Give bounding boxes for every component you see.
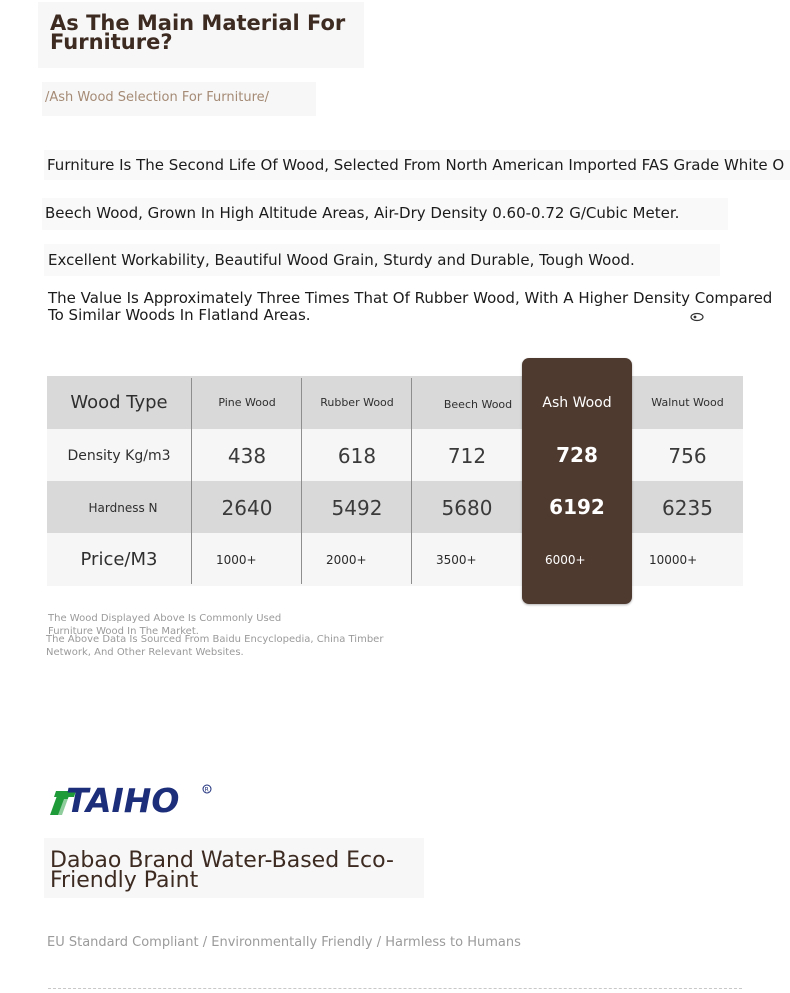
row-label-density: Density Kg/m3: [67, 447, 171, 464]
density-value: 438: [227, 443, 267, 468]
taiho-logo: [46, 781, 216, 819]
price-value: 10000+: [649, 552, 698, 567]
brand-heading: Dabao Brand Water-Based Eco-Friendly Paint: [50, 848, 394, 893]
column-header: Pine Wood: [218, 396, 276, 409]
column-divider: [191, 378, 192, 584]
paragraph-4: The Value Is Approximately Three Times That Of Rubber Wood, With A Higher Density Compared To Similar Woods In Flatland Areas.: [48, 289, 773, 324]
hardness-value: 5680: [441, 495, 493, 520]
paragraph-2: Beech Wood, Grown In High Altitude Areas, Air-Dry Density 0.60-0.72 G/Cubic Meter.: [45, 204, 680, 222]
ash-density-value: 728: [556, 443, 598, 467]
density-value: 756: [668, 443, 707, 468]
row-label-price: Price/M3: [80, 549, 158, 570]
row-label-hardness: Hardness N: [88, 500, 158, 515]
table-row: [47, 429, 743, 482]
column-header: Beech Wood: [443, 398, 513, 411]
hardness-value: 2640: [221, 495, 273, 520]
price-value: 1000+: [216, 552, 257, 567]
ash-price-value: 6000+: [545, 552, 586, 567]
price-value: 2000+: [326, 552, 367, 567]
column-header: Rubber Wood: [320, 396, 394, 409]
density-value: 712: [447, 443, 487, 468]
subheading: /Ash Wood Selection For Furniture/: [45, 90, 270, 105]
ash-hardness-value: 6192: [549, 495, 605, 519]
table-row: [47, 481, 743, 534]
density-value: 618: [337, 443, 377, 468]
wood-comparison-table: [47, 376, 743, 586]
price-value: 3500+: [436, 552, 477, 567]
wood-type-header: Wood Type: [70, 392, 168, 413]
column-divider: [301, 378, 302, 584]
column-divider: [411, 378, 412, 584]
svg-text:TAIHO: TAIHO: [66, 781, 180, 819]
ash-wood-header: Ash Wood: [542, 394, 612, 411]
column-header: Walnut Wood: [651, 396, 724, 409]
paragraph-1: Furniture Is The Second Life Of Wood, Selected From North American Imported FAS Grade White O: [47, 156, 785, 174]
table-header-row: [47, 376, 743, 429]
footnote-2: The Above Data Is Sourced From Baidu Encyclopedia, China Timber Network, And Other Relevant Websites.: [46, 634, 384, 658]
main-heading: As The Main Material For Furniture?: [50, 11, 346, 54]
footnote-1: The Wood Displayed Above Is Commonly Used Furniture Wood In The Market.: [48, 613, 282, 637]
dashed-divider: [48, 988, 742, 989]
svg-text:R: R: [204, 786, 209, 794]
brand-subtext: EU Standard Compliant / Environmentally Friendly / Harmless to Humans: [47, 935, 521, 950]
hardness-value: 5492: [331, 495, 383, 520]
hardness-value: 6235: [662, 495, 713, 520]
decorative-glyph-icon: [689, 311, 705, 323]
paragraph-3: Excellent Workability, Beautiful Wood Grain, Sturdy and Durable, Tough Wood.: [48, 251, 635, 269]
table-row: [47, 533, 743, 586]
